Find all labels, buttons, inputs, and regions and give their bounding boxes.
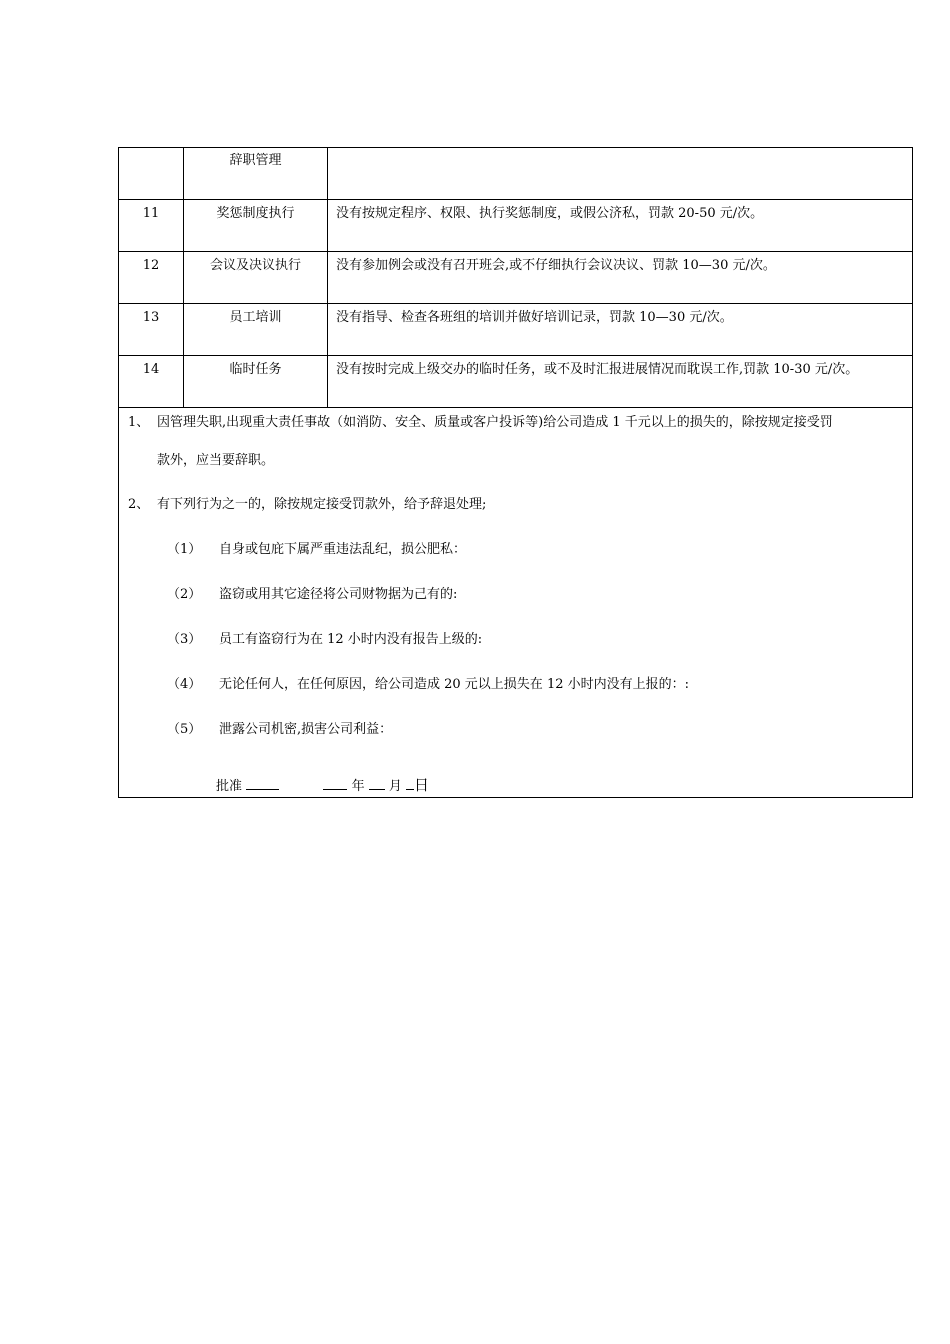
row-item: 辞职管理 [184,148,328,200]
row-number: 12 [119,252,184,304]
sub-item-text: 自身或包庇下属严重违法乱纪，损公肥私： [219,542,467,557]
approve-label: 批准 [216,779,243,794]
row-description: 没有指导、检查各班组的培训并做好培训记录，罚款 10—30 元/次。 [328,304,913,356]
sub-item-number: （2） [167,587,202,602]
month-label: 月 [388,779,402,794]
row-item: 奖惩制度执行 [184,200,328,252]
row-description [328,148,913,200]
row-number: 11 [119,200,184,252]
row-description: 没有按时完成上级交办的临时任务，或不及时汇报进展情况而耽误工作,罚款 10-30 元/次。 [328,356,913,408]
table-row [119,304,913,356]
sub-item-number: （1） [167,542,202,557]
approval-line [216,775,429,796]
note-text: 有下列行为之一的，除按规定接受罚款外，给予辞退处理; [157,497,487,512]
sub-item [167,632,482,648]
year-blank[interactable] [323,775,347,790]
sub-item [167,587,457,603]
notes-row [119,408,913,798]
month-blank[interactable] [369,775,385,790]
row-description: 没有参加例会或没有召开班会,或不仔细执行会议决议、罚款 10—30 元/次。 [328,252,913,304]
day-label: 日 [414,776,430,794]
penalty-table [118,147,913,798]
sub-item-text: 无论任何人，在任何原因，给公司造成 20 元以上损失在 12 小时内没有上报的：: [219,677,689,692]
day-blank[interactable] [406,775,414,790]
sub-item-text: 员工有盗窃行为在 12 小时内没有报告上级的: [219,632,483,647]
note-1 [128,415,833,431]
table-row [119,148,913,200]
table-row [119,356,913,408]
note-1-continuation: 款外，应当要辞职。 [157,453,275,468]
sub-item-number: （3） [167,632,202,647]
sub-item [167,677,689,693]
table-row [119,252,913,304]
note-text: 因管理失职,出现重大责任事故（如消防、安全、质量或客户投诉等)给公司造成 1 千元以上的损失的，除按规定接受罚 [157,415,833,430]
row-number [119,148,184,200]
notes-cell [119,408,913,798]
row-description: 没有按规定程序、权限、执行奖惩制度，或假公济私，罚款 20-50 元/次。 [328,200,913,252]
sub-item-text: 盗窃或用其它途径将公司财物据为己有的: [219,587,458,602]
sub-item [167,722,392,738]
row-number: 13 [119,304,184,356]
row-number: 14 [119,356,184,408]
approver-blank[interactable] [246,775,279,790]
row-item: 员工培训 [184,304,328,356]
row-item: 临时任务 [184,356,328,408]
note-2 [128,497,486,513]
row-item: 会议及决议执行 [184,252,328,304]
sub-item-number: （4） [167,677,202,692]
table-row [119,200,913,252]
year-label: 年 [351,779,365,794]
sub-item [167,542,466,558]
sub-item-number: （5） [167,722,202,737]
note-number: 2、 [128,497,150,512]
sub-item-text: 泄露公司机密,损害公司利益： [219,722,393,737]
note-number: 1、 [128,415,150,430]
